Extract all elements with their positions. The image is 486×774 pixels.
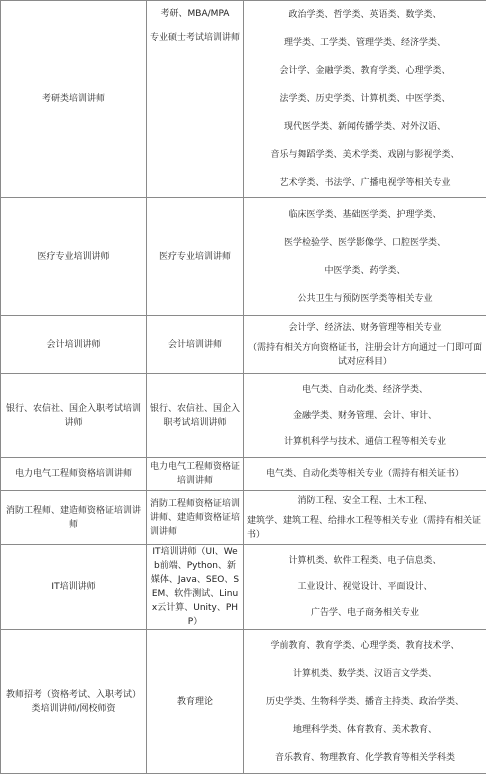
majors-line: 会计学、金融学类、教育学类、心理学类、 bbox=[247, 57, 483, 85]
position-line: 消防工程师资格证培训讲师、建造师资格证培训讲师 bbox=[150, 499, 240, 537]
majors-line: 消防工程、安全工程、土木工程、 bbox=[247, 494, 483, 508]
position-line: 考研、MBA/MPA bbox=[150, 7, 240, 21]
majors-cell bbox=[244, 630, 486, 774]
position-line: 专业硕士考试培训讲师 bbox=[150, 31, 240, 45]
table-row bbox=[1, 630, 486, 774]
category-cell bbox=[1, 316, 147, 374]
majors-line: 音乐与舞蹈学类、美术学类、戏剧与影视学类、 bbox=[247, 141, 483, 169]
category-label: IT培训讲师 bbox=[51, 582, 95, 592]
position-line: 会计培训讲师 bbox=[168, 340, 222, 350]
majors-cell bbox=[244, 545, 486, 630]
position-cell bbox=[147, 374, 244, 458]
table-row bbox=[1, 1, 486, 198]
majors-line: 音乐教育、物理教育、化学教育等相关学科类 bbox=[247, 744, 483, 772]
majors-line: 会计学、经济法、财务管理等相关专业 bbox=[247, 321, 483, 335]
majors-line: 医学检验学、医学影像学、口腔医学类、 bbox=[247, 229, 483, 257]
majors-line: 广告学、电子商务相关专业 bbox=[247, 600, 483, 626]
table-row bbox=[1, 545, 486, 630]
majors-line: 计算机类、数学类、汉语言文学类、 bbox=[247, 660, 483, 688]
category-cell bbox=[1, 545, 147, 630]
majors-cell bbox=[244, 458, 486, 491]
category-label: 医疗专业培训讲师 bbox=[37, 252, 109, 262]
position-cell bbox=[147, 458, 244, 491]
position-cell bbox=[147, 491, 244, 545]
position-line: IT培训讲师（UI、Web前端、Python、新媒体、Java、SEO、SEM、软件测试、Linux云计算、Unity、PHP） bbox=[151, 547, 239, 627]
table-row bbox=[1, 491, 486, 545]
majors-line: 学前教育、教育学类、心理学类、教育技术学、 bbox=[247, 632, 483, 660]
table-row bbox=[1, 198, 486, 316]
majors-line: 历史学类、生物科学类、播音主持类、政治学类、 bbox=[247, 688, 483, 716]
category-label: 银行、农信社、国企入职考试培训讲师 bbox=[6, 404, 141, 428]
majors-line: 电气类、自动化类、经济学类、 bbox=[247, 377, 483, 403]
category-label: 考研类培训讲师 bbox=[42, 94, 105, 104]
position-cell bbox=[147, 630, 244, 774]
category-label: 电力电气工程师资格培训讲师 bbox=[15, 469, 132, 479]
category-cell bbox=[1, 374, 147, 458]
majors-cell bbox=[244, 316, 486, 374]
position-line: 电力电气工程师资格证培训讲师 bbox=[150, 462, 240, 486]
category-cell bbox=[1, 1, 147, 198]
category-label: 会计培训讲师 bbox=[46, 340, 100, 350]
majors-cell bbox=[244, 374, 486, 458]
category-cell bbox=[1, 491, 147, 545]
position-line: 银行、农信社、国企入职考试培训讲师 bbox=[150, 404, 240, 428]
majors-line: 建筑学、建筑工程、给排水工程等相关专业（需持有相关证书） bbox=[247, 514, 483, 542]
majors-cell bbox=[244, 491, 486, 545]
majors-cell bbox=[244, 1, 486, 198]
majors-line: 工业设计、视觉设计、平面设计、 bbox=[247, 574, 483, 600]
majors-line: 现代医学类、新闻传播学类、对外汉语、 bbox=[247, 113, 483, 141]
table-row bbox=[1, 316, 486, 374]
category-label: 消防工程师、建造师资格证培训讲师 bbox=[6, 506, 141, 530]
position-cell bbox=[147, 1, 244, 198]
category-cell bbox=[1, 458, 147, 491]
majors-line: 艺术学类、书法学、广播电视学等相关专业 bbox=[247, 169, 483, 197]
majors-line: 计算机科学与技术、通信工程等相关专业 bbox=[247, 429, 483, 455]
position-cell bbox=[147, 198, 244, 316]
table-row bbox=[1, 458, 486, 491]
majors-line: 理学类、工学类、管理学类、经济学类、 bbox=[247, 29, 483, 57]
majors-line: 政治学类、哲学类、英语类、数学类、 bbox=[247, 1, 483, 29]
category-cell bbox=[1, 630, 147, 774]
majors-line: 金融学类、财务管理、会计、审计、 bbox=[247, 403, 483, 429]
majors-line: 中医学类、药学类、 bbox=[247, 257, 483, 285]
majors-cell bbox=[244, 198, 486, 316]
position-cell bbox=[147, 545, 244, 630]
category-cell bbox=[1, 198, 147, 316]
category-label: 教师招考（资格考试、入职考试）类培训讲师/网校师资 bbox=[6, 690, 141, 714]
position-cell bbox=[147, 316, 244, 374]
majors-line: 计算机类、软件工程类、电子信息类、 bbox=[247, 548, 483, 574]
majors-line: 法学类、历史学类、计算机类、中医学类、 bbox=[247, 85, 483, 113]
majors-line: （需持有相关方向资格证书，注册会计方向通过一门即可面试对应科目） bbox=[247, 341, 483, 369]
majors-line: 临床医学类、基础医学类、护理学类、 bbox=[247, 201, 483, 229]
position-line: 教育理论 bbox=[177, 697, 213, 707]
majors-line: 电气类、自动化类等相关专业（需持有相关证书） bbox=[266, 469, 464, 479]
majors-line: 地理科学类、体育教育、美术教育、 bbox=[247, 716, 483, 744]
majors-line: 公共卫生与预防医学类等相关专业 bbox=[247, 285, 483, 313]
table-row bbox=[1, 374, 486, 458]
position-line: 医疗专业培训讲师 bbox=[159, 252, 231, 262]
